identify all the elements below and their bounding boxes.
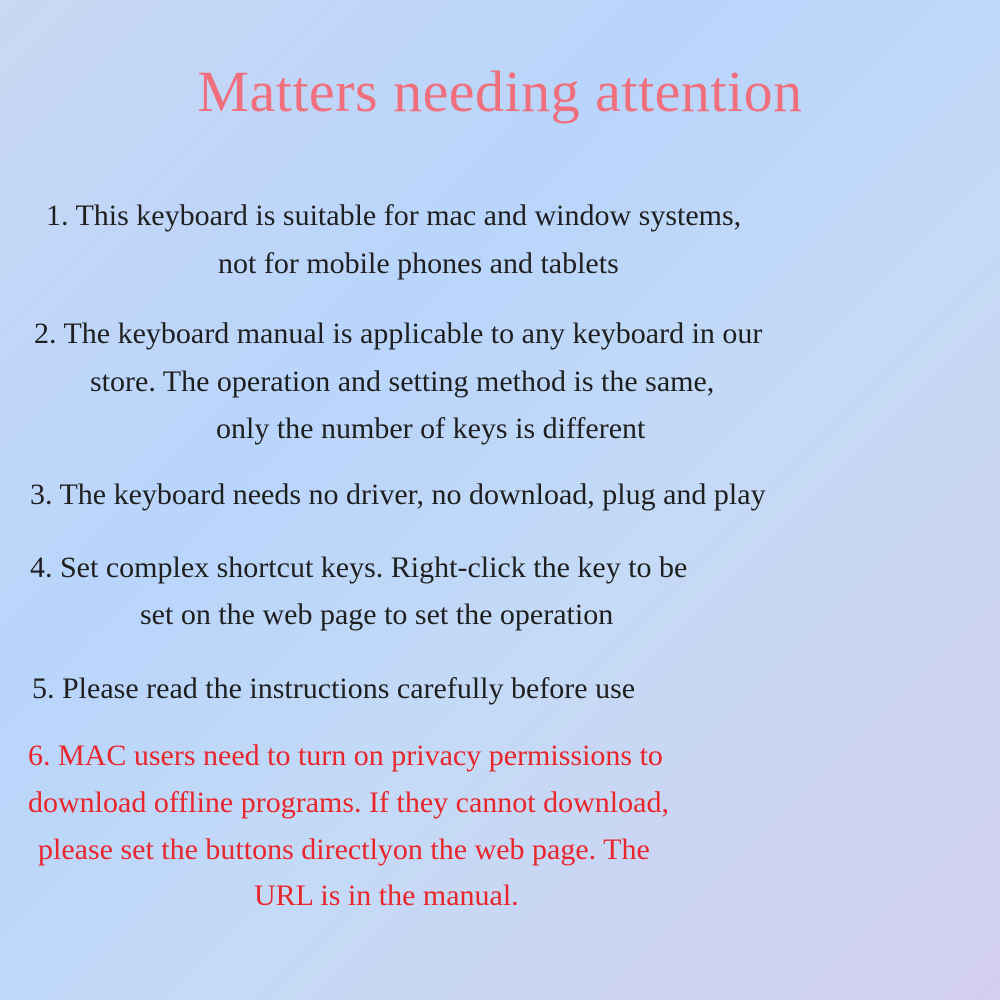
item-2-line-3: only the number of keys is different	[216, 412, 646, 445]
item-2-line-1: 2. The keyboard manual is applicable to any keyboard in our	[34, 317, 763, 350]
item-1-line-1: 1. This keyboard is suitable for mac and window systems,	[46, 199, 742, 232]
item-6-line-4: URL is in the manual.	[254, 879, 519, 912]
item-2-line-2: store. The operation and setting method is the same,	[90, 365, 715, 398]
item-5-line-1: 5. Please read the instructions carefully before use	[32, 672, 636, 705]
item-3-line-1: 3. The keyboard needs no driver, no download, plug and play	[30, 478, 766, 511]
item-6-line-3: please set the buttons directlyon the web page. The	[38, 833, 650, 866]
page-title: Matters needing attention	[197, 59, 803, 124]
item-1-line-2: not for mobile phones and tablets	[218, 247, 619, 280]
item-4-line-2: set on the web page to set the operation	[140, 598, 614, 631]
item-4-line-1: 4. Set complex shortcut keys. Right-click the key to be	[30, 551, 688, 584]
item-6-line-1: 6. MAC users need to turn on privacy permissions to	[28, 739, 663, 772]
item-6-line-2: download offline programs. If they cannot download,	[28, 786, 669, 819]
